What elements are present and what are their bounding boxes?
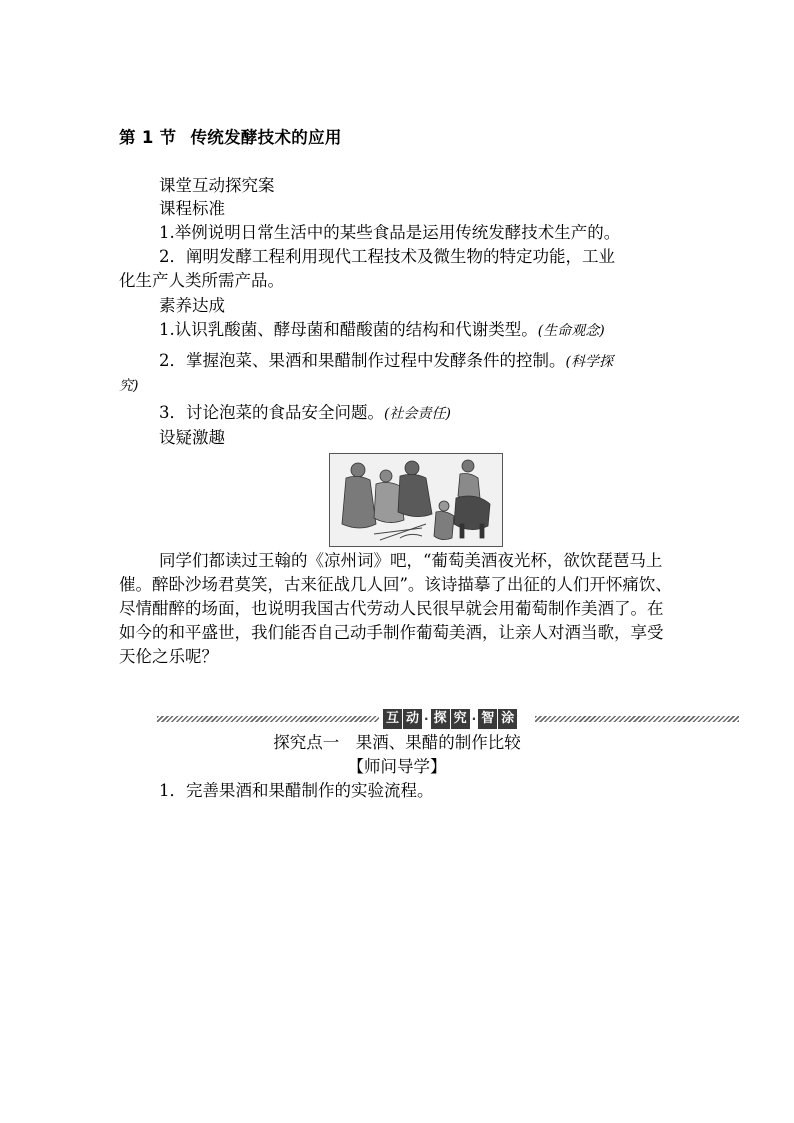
standard-item-2: 2．阐明发酵工程利用现代工程技术及微生物的特定功能，工业	[159, 247, 615, 266]
intro-heading: 设疑激趣	[159, 428, 225, 447]
banner-char: 动	[403, 709, 422, 729]
interactive-banner	[383, 709, 517, 729]
literacy-text: 1.认识乳酸菌、酵母菌和醋酸菌的结构和代谢类型。	[159, 320, 538, 339]
literacy-note: (生命观念)	[537, 323, 605, 339]
standards-heading: 课程标准	[159, 199, 225, 218]
literacy-note: (社会责任)	[384, 406, 451, 422]
standard-item-1: 1.举例说明日常生活中的某些食品是运用传统发酵技术生产的。	[159, 223, 621, 242]
literacy-item-2	[159, 350, 613, 373]
banner-char: 涂	[498, 709, 517, 729]
banner-separator: ·	[471, 712, 477, 726]
literacy-heading: 素养达成	[159, 296, 225, 315]
literacy-item-3	[159, 402, 451, 425]
divider-hatch-right	[535, 716, 739, 722]
literacy-text: 3．讨论泡菜的食品安全问题。	[159, 403, 384, 422]
section-number: 第 1 节	[119, 128, 177, 147]
literacy-item-1	[159, 319, 605, 342]
illustration-ancient-banquet	[329, 453, 503, 547]
literacy-item-2-cont	[119, 374, 138, 397]
question-1: 1．完善果酒和果醋制作的实验流程。	[159, 781, 434, 800]
banner-char: 探	[431, 709, 450, 729]
case-heading: 课堂互动探究案	[159, 176, 275, 195]
banner-char: 究	[451, 709, 470, 729]
divider-hatch-left	[157, 716, 379, 722]
intro-paragraph-text: 同学们都读过王翰的《凉州词》吧，“葡萄美酒夜光杯，欲饮琵琶马上催。醉卧沙场君莫笑，古来征战几人回”。该诗描摹了出征的人们开怀痛饮、尽情酣醉的场面，也说明我国古代劳动人民很早就会用葡萄制作美酒了。在如今的和平盛世，我们能否自己动手制作葡萄美酒，让亲人对酒当歌，享受天伦之乐呢？	[119, 551, 672, 666]
literacy-note: (科学探	[565, 354, 613, 370]
standard-item-2-cont: 化生产人类所需产品。	[119, 271, 284, 290]
section-divider	[157, 708, 739, 730]
section-title: 传统发酵技术的应用	[190, 128, 342, 147]
banner-char: 智	[478, 709, 497, 729]
intro-paragraph	[119, 549, 679, 669]
banner-char: 互	[383, 709, 402, 729]
literacy-note: 究)	[119, 378, 139, 394]
literacy-text: 2．掌握泡菜、果酒和果醋制作过程中发酵条件的控制。	[159, 351, 566, 370]
page-title	[119, 124, 342, 148]
guide-heading: 【师问导学】	[347, 757, 447, 776]
explore-point-heading: 探究点一 果酒、果醋的制作比较	[273, 733, 521, 752]
banner-separator: ·	[424, 712, 429, 726]
illustration-figures-icon	[330, 454, 502, 546]
